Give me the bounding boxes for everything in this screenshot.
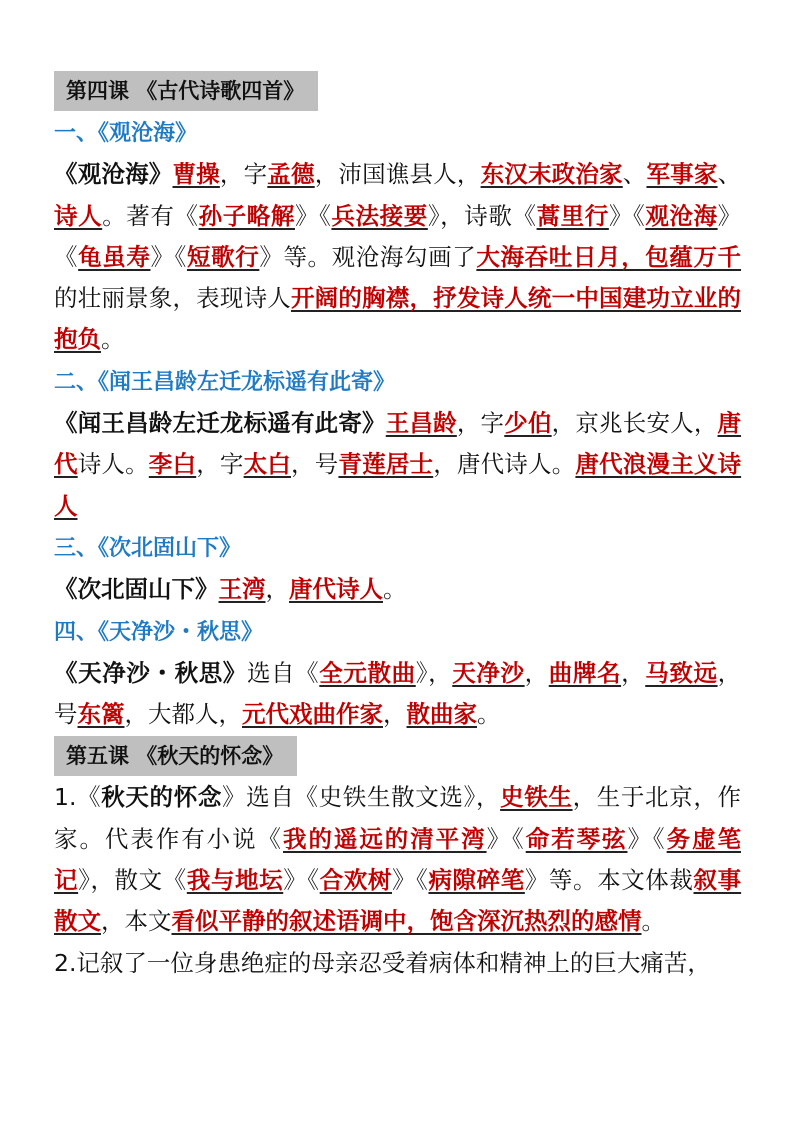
key-point-text: 兵法接要 <box>331 201 428 230</box>
title-text: 秋天的怀念 <box>101 783 223 812</box>
key-point-text: 龟虽寿 <box>78 242 151 271</box>
document-page <box>54 70 741 984</box>
key-point-text: 李白 <box>148 450 197 479</box>
body-text: ， <box>524 658 549 687</box>
key-point-text: 曹操 <box>172 160 220 189</box>
key-point-text: 大海吞吐日月，包蕴万千 <box>476 242 742 271</box>
body-text: 》等。观沧海勾画了 <box>259 242 477 271</box>
body-text: ，唐代诗人。 <box>433 450 576 479</box>
paragraph <box>54 569 741 610</box>
section-heading <box>54 361 741 403</box>
body-text: 2.记叙了一位身患绝症的母亲忍受着病体和精神上的巨大痛苦， <box>54 948 711 977</box>
body-text: 1.《 <box>54 783 102 812</box>
body-text: 。著有《 <box>102 201 199 230</box>
body-text: ，号 <box>291 450 339 479</box>
body-text: 的壮丽景象，表现诗人 <box>54 284 291 313</box>
body-text: ， <box>621 658 646 687</box>
body-text: 》《 <box>54 201 742 271</box>
key-point-text: 叙事散文 <box>54 866 742 936</box>
key-point-text: 东汉末政治家 <box>480 160 623 189</box>
body-text: ，字 <box>219 160 268 189</box>
key-point-text: 诗人 <box>54 201 103 230</box>
section-heading-text: 一、《观沧海》 <box>54 121 198 146</box>
body-text: ，生于北京，作家。代表作有小说《 <box>54 783 742 853</box>
key-point-text: 曲牌名 <box>548 658 622 687</box>
body-text: 选自《 <box>246 658 320 687</box>
body-text: 诗人。 <box>77 450 149 479</box>
key-point-text: 我的遥远的清平湾 <box>283 824 487 853</box>
key-point-text: 病隙碎笔 <box>428 866 525 895</box>
body-text: ，字 <box>196 450 244 479</box>
body-text: 》《 <box>627 824 667 853</box>
key-point-text: 蒿里行 <box>536 201 609 230</box>
paragraph <box>54 943 741 984</box>
body-text: 》，散文《 <box>78 866 187 895</box>
title-text: 《观沧海》 <box>54 160 173 189</box>
lesson-heading: 第四课 《古代诗歌四首》 <box>54 71 318 111</box>
key-point-text: 观沧海 <box>645 201 718 230</box>
key-point-text: 太白 <box>243 450 292 479</box>
body-text: 》《 <box>150 242 187 271</box>
body-text: 》等。本文体裁 <box>524 866 694 895</box>
key-point-text: 孟德 <box>267 160 315 189</box>
key-point-text: 东篱 <box>77 700 125 729</box>
body-text: 。 <box>641 907 665 936</box>
key-point-text: 开阔的胸襟，抒发诗人统一中国建功立业的抱负 <box>54 284 742 354</box>
key-point-text: 看似平静的叙述语调中，饱含深沉热烈的感情 <box>171 907 642 936</box>
body-text: 》《 <box>608 201 646 230</box>
body-text: 》《 <box>294 201 332 230</box>
key-point-text: 唐代浪漫主义诗人 <box>54 450 742 520</box>
key-point-text: 全元散曲 <box>319 658 416 687</box>
title-text: 《天净沙・秋思》 <box>54 658 247 687</box>
key-point-text: 元代戏曲作家 <box>242 700 383 729</box>
paragraph <box>54 777 741 942</box>
body-text: ，本文 <box>101 907 172 936</box>
section-heading-text: 二、《闻王昌龄左迁龙标遥有此寄》 <box>54 369 396 395</box>
body-text: 。 <box>383 575 407 604</box>
body-text: 》， <box>415 658 453 687</box>
paragraph <box>54 403 741 527</box>
body-text: 》选自《史铁生散文选》， <box>222 783 501 812</box>
title-text: 《次北固山下》 <box>54 575 219 604</box>
key-point-text: 我与地坛 <box>186 866 284 895</box>
body-text: 》《 <box>283 866 320 895</box>
lesson-heading-row <box>54 70 741 112</box>
key-point-text: 史铁生 <box>500 783 573 812</box>
body-text: 。 <box>477 700 501 729</box>
key-point-text: 军事家 <box>646 160 718 189</box>
key-point-text: 命若琴弦 <box>525 824 628 853</box>
key-point-text: 少伯 <box>504 409 552 438</box>
body-text: ， <box>383 700 407 729</box>
key-point-text: 散曲家 <box>406 700 477 729</box>
key-point-text: 合欢树 <box>319 866 392 895</box>
key-point-text: 王湾 <box>218 575 266 604</box>
key-point-text: 青莲居士 <box>338 450 434 479</box>
body-text: ，沛国谯县人， <box>314 160 481 189</box>
section-heading-text: 四、《天净沙・秋思》 <box>54 619 264 645</box>
body-text: 、 <box>622 160 647 189</box>
title-text: 《闻王昌龄左迁龙标遥有此寄》 <box>54 409 386 438</box>
lesson-heading-row <box>54 735 741 777</box>
body-text: ，字 <box>456 409 505 438</box>
key-point-text: 短歌行 <box>186 242 260 271</box>
body-text: ，大都人， <box>124 700 242 729</box>
key-point-text: 唐代诗人 <box>289 575 383 604</box>
body-text: 、 <box>717 160 742 189</box>
key-point-text: 天净沙 <box>452 658 525 687</box>
lesson-heading: 第五课 《秋天的怀念》 <box>54 736 297 776</box>
paragraph <box>54 154 741 360</box>
body-text: ， <box>265 575 289 604</box>
section-heading <box>54 112 741 154</box>
key-point-text: 务虚笔记 <box>54 824 742 895</box>
body-text: 》《 <box>391 866 429 895</box>
key-point-text: 王昌龄 <box>385 409 457 438</box>
body-text: ，京兆长安人， <box>551 409 718 438</box>
section-heading <box>54 611 741 653</box>
section-heading-text: 三、《次北固山下》 <box>54 535 242 561</box>
body-text: 》《 <box>486 824 526 853</box>
key-point-text: 唐代 <box>54 409 742 479</box>
key-point-text: 孙子略解 <box>198 201 295 230</box>
paragraph <box>54 653 741 736</box>
body-text: ，号 <box>54 658 742 729</box>
body-text: 》，诗歌《 <box>427 201 537 230</box>
body-text: 。 <box>101 325 125 354</box>
section-heading <box>54 527 741 569</box>
key-point-text: 马致远 <box>645 658 718 687</box>
